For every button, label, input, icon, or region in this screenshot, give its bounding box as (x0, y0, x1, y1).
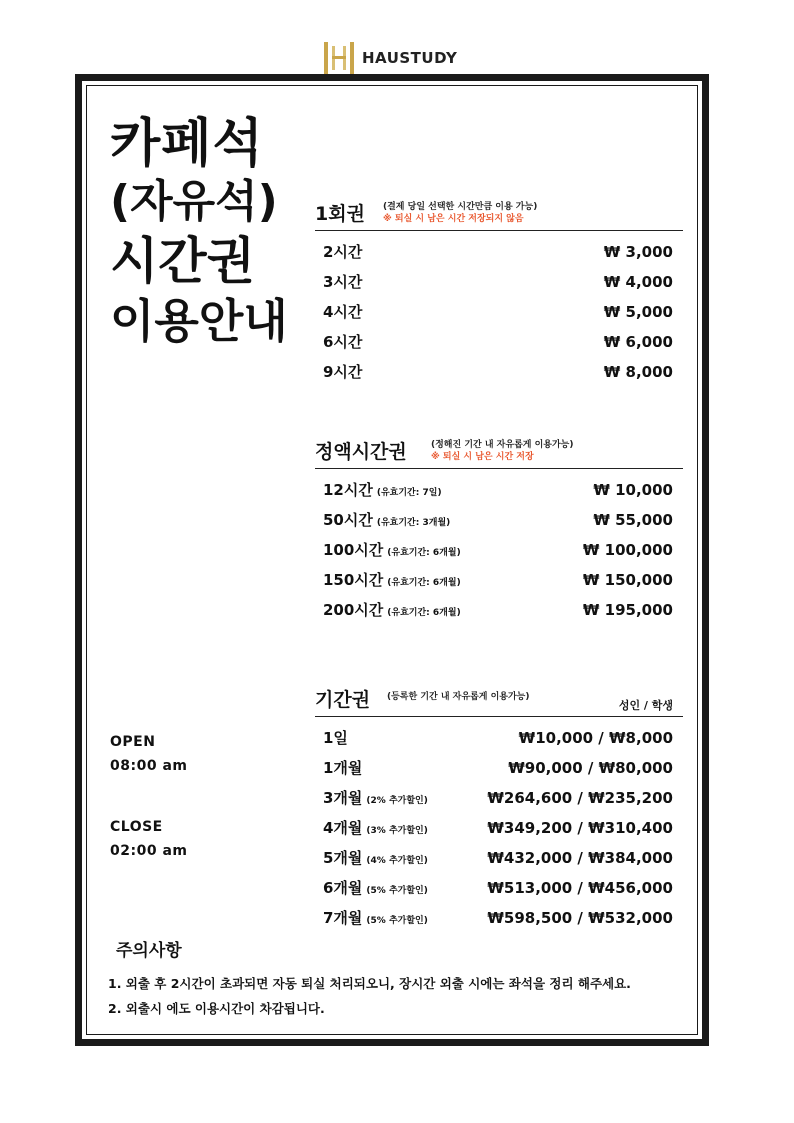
row-validity: (유효기간: 7일) (376, 488, 442, 498)
row-label: 1일 (323, 729, 348, 747)
row-price: ₩ 55,000 (593, 511, 673, 529)
row-discount: (2% 추가할인) (366, 796, 428, 806)
section-title: 1회권 (315, 203, 365, 225)
price-row (315, 267, 683, 297)
row-price: ₩598,500 / ₩532,000 (487, 909, 673, 927)
row-price: ₩ 6,000 (603, 333, 673, 351)
close-hours (110, 819, 187, 859)
row-label: 4시간 (323, 303, 363, 321)
section-warning: ※ 퇴실 시 남은 시간 저장되지 않음 (383, 214, 524, 224)
price-row (315, 843, 683, 873)
section-notes (383, 201, 537, 225)
row-label: 5개월 (323, 849, 363, 867)
row-label: 4개월 (323, 819, 363, 837)
row-price: ₩ 4,000 (603, 273, 673, 291)
row-price: ₩513,000 / ₩456,000 (487, 879, 673, 897)
row-validity: (유효기간: 6개월) (387, 548, 461, 558)
row-validity: (유효기간: 6개월) (387, 578, 461, 588)
price-row (315, 475, 683, 505)
row-price: ₩ 10,000 (593, 481, 673, 499)
open-label: OPEN (110, 734, 156, 750)
section-notes (387, 691, 529, 703)
brand-logo (322, 40, 457, 76)
row-price: ₩432,000 / ₩384,000 (487, 849, 673, 867)
row-label: 3개월 (323, 789, 363, 807)
row-price: ₩ 100,000 (582, 541, 673, 559)
row-price: ₩ 5,000 (603, 303, 673, 321)
single-pass-section (315, 200, 683, 387)
section-header (315, 686, 683, 717)
row-discount: (5% 추가할인) (366, 886, 428, 896)
row-label: 12시간 (323, 481, 373, 499)
section-title: 정액시간권 (315, 441, 407, 463)
price-row (315, 505, 683, 535)
price-row (315, 297, 683, 327)
row-label: 2시간 (323, 243, 363, 261)
title-line-1: 카페석 (110, 114, 264, 174)
section-header (315, 200, 683, 231)
price-row (315, 903, 683, 933)
fixed-hours-section (315, 438, 683, 625)
period-pass-section (315, 686, 683, 933)
section-note: (결제 당일 선택한 시간만큼 이용 가능) (383, 202, 538, 212)
price-row (315, 723, 683, 753)
row-price: ₩ 150,000 (582, 571, 673, 589)
row-validity: (유효기간: 6개월) (387, 608, 461, 618)
section-header (315, 438, 683, 469)
row-label: 150시간 (323, 571, 384, 589)
notice-line: 2. 외출시 에도 이용시간이 차감됩니다. (108, 1001, 325, 1016)
row-label: 9시간 (323, 363, 363, 381)
price-row (315, 237, 683, 267)
section-warning: ※ 퇴실 시 남은 시간 저장 (431, 452, 534, 462)
price-row (315, 753, 683, 783)
row-label: 6시간 (323, 333, 363, 351)
row-discount: (3% 추가할인) (366, 826, 428, 836)
price-row (315, 327, 683, 357)
section-note: (정해진 기간 내 자유롭게 이용가능) (431, 440, 574, 450)
open-hours (110, 734, 187, 774)
row-price: ₩10,000 / ₩8,000 (518, 729, 673, 747)
price-row (315, 535, 683, 565)
close-time: 02:00 am (110, 843, 188, 859)
row-label: 200시간 (323, 601, 384, 619)
price-row (315, 783, 683, 813)
row-discount: (4% 추가할인) (366, 856, 428, 866)
price-row (315, 565, 683, 595)
notice-section (108, 936, 688, 1021)
section-title: 기간권 (315, 689, 371, 711)
page-title (110, 114, 288, 348)
section-note: (등록한 기간 내 자유롭게 이용가능) (387, 692, 530, 702)
row-price: ₩90,000 / ₩80,000 (508, 759, 673, 777)
price-row (315, 357, 683, 387)
row-label: 6개월 (323, 879, 363, 897)
row-discount: (5% 추가할인) (366, 916, 428, 926)
close-label: CLOSE (110, 819, 163, 835)
row-validity: (유효기간: 3개월) (376, 518, 451, 528)
section-notes (431, 439, 573, 463)
price-row (315, 813, 683, 843)
row-label: 1개월 (323, 759, 363, 777)
row-price: ₩ 3,000 (603, 243, 673, 261)
row-label: 50시간 (323, 511, 373, 529)
row-price: ₩264,600 / ₩235,200 (487, 789, 673, 807)
row-label: 100시간 (323, 541, 384, 559)
row-label: 7개월 (323, 909, 363, 927)
price-list (315, 723, 683, 933)
price-row (315, 595, 683, 625)
notice-title: 주의사항 (116, 941, 182, 961)
haustudy-logo-icon (322, 40, 356, 76)
notice-line: 1. 외출 후 2시간이 초과되면 자동 퇴실 처리되오니, 장시간 외출 시에는 좌석을 정리 해주세요. (108, 976, 631, 991)
price-list (315, 237, 683, 387)
price-row (315, 873, 683, 903)
row-label: 3시간 (323, 273, 363, 291)
row-price: ₩ 195,000 (582, 601, 673, 619)
brand-name: HAUSTUDY (362, 49, 458, 67)
row-price: ₩349,200 / ₩310,400 (487, 819, 673, 837)
price-column-label: 성인 / 학생 (618, 699, 673, 712)
title-line-2: (자유석) (110, 176, 278, 227)
title-line-4: 이용안내 (110, 294, 288, 348)
title-line-3: 시간권 (110, 232, 255, 290)
price-list (315, 475, 683, 625)
open-time: 08:00 am (110, 758, 188, 774)
row-price: ₩ 8,000 (603, 363, 673, 381)
